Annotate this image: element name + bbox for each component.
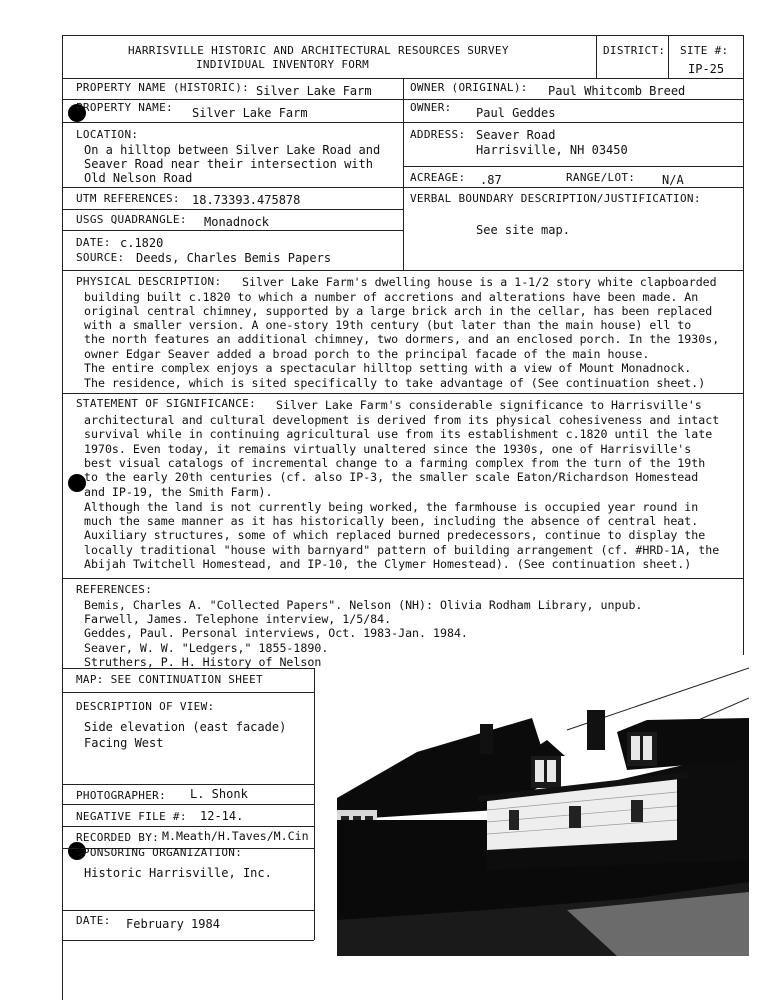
reference-item: Farwell, James. Telephone interview, 1/5/84. xyxy=(84,612,392,626)
date-bottom-label: DATE: xyxy=(76,914,111,927)
significance-label: STATEMENT OF SIGNIFICANCE: xyxy=(76,397,256,410)
view-line: Facing West xyxy=(84,736,164,750)
source-label: SOURCE: xyxy=(76,251,125,264)
farmhouse-photo-illustration xyxy=(337,660,749,956)
sponsor-value: Historic Harrisville, Inc. xyxy=(84,866,272,880)
source-value: Deeds, Charles Bemis Papers xyxy=(136,251,332,265)
view-line: Side elevation (east facade) xyxy=(84,720,287,734)
utm-value: 18.73393.475878 xyxy=(192,193,301,207)
acreage-value: .87 xyxy=(480,173,502,187)
significance-line: best visual catalogs of incremental change to a farming complex from the turn of the 19th xyxy=(84,456,706,470)
photographer-label: PHOTOGRAPHER: xyxy=(76,789,166,802)
physical-description-line: The residence, which is sited specifically to take advantage of (See continuation sheet.) xyxy=(84,376,706,390)
significance-line: 1970s. Even today, it remains virtually unaltered since the 1930s, one of Harrisville's xyxy=(84,442,692,456)
significance-line: Although the land is not currently being worked, the farmhouse is occupied year round in xyxy=(84,500,699,514)
property-name-label: PROPERTY NAME: xyxy=(76,101,173,114)
significance-line: to the early 20th centuries (cf. also IP-3, the smaller scale Eaton/Richardson Homestead xyxy=(84,470,699,484)
physical-description-line: original central chimney, supported by a large brick arch in the cellar, has been replaced xyxy=(84,304,713,318)
physical-description-label: PHYSICAL DESCRIPTION: xyxy=(76,275,222,288)
significance-line: much the same manner as it has historically been, including the absence of central heat. xyxy=(84,514,699,528)
physical-description-line: building built c.1820 to which a number of accretions and alterations have been made. An xyxy=(84,290,699,304)
address-line: Seaver Road xyxy=(476,128,556,142)
recorded-by-value: M.Meath/H.Taves/M.Cin xyxy=(162,829,309,843)
significance-line: locally traditional "house with barnyard" pattern of building arrangement (cf. #HRD-1A, the xyxy=(84,543,720,557)
address-line: Harrisville, NH 03450 xyxy=(476,143,628,157)
date-value: c.1820 xyxy=(120,236,164,250)
physical-description-line: with a smaller version. A one-story 19th century (but later than the main house) ell to xyxy=(84,318,692,332)
farmhouse-photograph xyxy=(337,660,749,956)
date-bottom-value: February 1984 xyxy=(126,917,220,931)
reference-item: Geddes, Paul. Personal interviews, Oct. 1983-Jan. 1984. xyxy=(84,626,468,640)
significance-line: architectural and cultural development is derived from its physical cohesiveness and intact xyxy=(84,413,720,427)
range-lot-label: RANGE/LOT: xyxy=(566,171,636,184)
form-subtitle: INDIVIDUAL INVENTORY FORM xyxy=(196,58,370,71)
view-label: DESCRIPTION OF VIEW: xyxy=(76,700,215,713)
significance-line: Silver Lake Farm's considerable significance to Harrisville's xyxy=(276,398,702,412)
location-label: LOCATION: xyxy=(76,128,139,141)
physical-description-line: Silver Lake Farm's dwelling house is a 1-1/2 story white clapboarded xyxy=(242,275,717,289)
usgs-label: USGS QUADRANGLE: xyxy=(76,213,187,226)
historic-name-value: Silver Lake Farm xyxy=(256,84,372,98)
owner-original-value: Paul Whitcomb Breed xyxy=(548,84,686,98)
usgs-value: Monadnock xyxy=(204,215,270,229)
site-label: SITE #: xyxy=(680,44,729,57)
map-label: MAP: SEE CONTINUATION SHEET xyxy=(76,673,263,686)
significance-line: survival while in continuing agricultural use from its establishment c.1820 until the late xyxy=(84,427,713,441)
range-lot-value: N/A xyxy=(662,173,684,187)
historic-name-label: PROPERTY NAME (HISTORIC): xyxy=(76,81,250,94)
reference-item: Bemis, Charles A. "Collected Papers". Nelson (NH): Olivia Rodham Library, unpub. xyxy=(84,598,643,612)
utm-label: UTM REFERENCES: xyxy=(76,192,180,205)
boundary-label: VERBAL BOUNDARY DESCRIPTION/JUSTIFICATION: xyxy=(410,192,701,205)
recorded-by-label: RECORDED BY: xyxy=(76,831,160,844)
date-label: DATE: xyxy=(76,236,111,249)
location-line: On a hilltop between Silver Lake Road and xyxy=(84,143,381,157)
physical-description-line: owner Edgar Seaver added a broad porch to the principal facade of the main house. xyxy=(84,347,650,361)
owner-value: Paul Geddes xyxy=(476,106,556,120)
owner-original-label: OWNER (ORIGINAL): xyxy=(410,81,528,94)
sponsor-label: SPONSORING ORGANIZATION: xyxy=(76,846,243,859)
boundary-value: See site map. xyxy=(476,223,570,237)
significance-line: Abijah Twitchell Homestead, and IP-10, the Clymer Homestead). (See continuation sheet.) xyxy=(84,557,692,571)
form-title: HARRISVILLE HISTORIC AND ARCHITECTURAL RESOURCES SURVEY xyxy=(128,44,509,57)
negative-file-label: NEGATIVE FILE #: xyxy=(76,810,187,823)
physical-description-line: the north features an additional chimney, two dormers, and an enclosed porch. In the 1930s, xyxy=(84,332,720,346)
owner-label: OWNER: xyxy=(410,101,452,114)
district-label: DISTRICT: xyxy=(603,44,666,57)
references-label: REFERENCES: xyxy=(76,583,153,596)
location-line: Seaver Road near their intersection with xyxy=(84,157,373,171)
reference-item: Struthers, P. H. History of Nelson xyxy=(84,655,322,669)
property-name-value: Silver Lake Farm xyxy=(192,106,308,120)
site-number: IP-25 xyxy=(688,62,725,76)
acreage-label: ACREAGE: xyxy=(410,171,466,184)
address-label: ADDRESS: xyxy=(410,128,466,141)
significance-line: Auxiliary structures, some of which replaced burned predecessors, continue to display the xyxy=(84,528,706,542)
physical-description-line: The entire complex enjoys a spectacular hilltop setting with a view of Mount Monadnock. xyxy=(84,361,692,375)
negative-file-value: 12-14. xyxy=(200,809,244,823)
significance-line: and IP-19, the Smith Farm). xyxy=(84,485,273,499)
location-line: Old Nelson Road xyxy=(84,171,193,185)
photographer-value: L. Shonk xyxy=(190,787,248,801)
reference-item: Seaver, W. W. "Ledgers," 1855-1890. xyxy=(84,641,329,655)
